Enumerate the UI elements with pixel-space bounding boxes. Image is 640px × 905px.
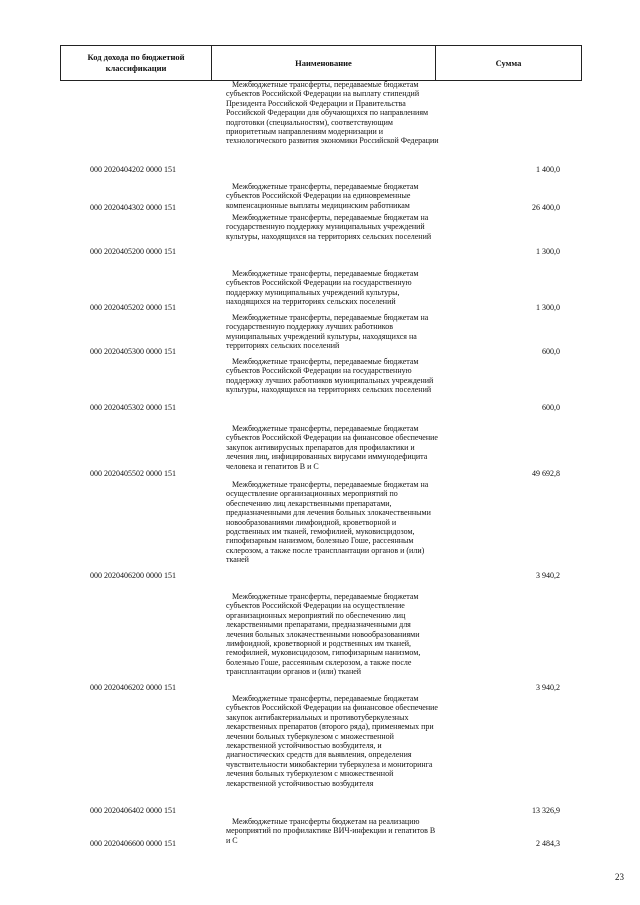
row-name: Межбюджетные трансферты, передаваемые бюджетам субъектов Российской Федерации на финансовое обеспечение закупок антивирусных препаратов для профилактики и лечения лиц, инфицированных вирусами иммунодефицита человека и гепатитов В и С — [226, 424, 438, 471]
row-sum: 2 484,3 — [536, 838, 560, 848]
row-code: 000 2020406600 0000 151 — [90, 838, 176, 848]
row-sum: 1 300,0 — [536, 302, 560, 312]
row-code: 000 2020406202 0000 151 — [90, 682, 176, 692]
row-code: 000 2020405302 0000 151 — [90, 402, 176, 412]
row-name: Межбюджетные трансферты, передаваемые бюджетам субъектов Российской Федерации на выплату стипендий Президента Российской Федерации и Правительства Российской Федерации для обучающихся по направлениям подготовки (специальностям), соответствующим приоритетным направлениям модернизации и технологического развития экономики Российской Федерации — [226, 80, 439, 146]
row-name: Межбюджетные трансферты, передаваемые бюджетам на государственную поддержку лучших работников муниципальных учреждений культуры, находящихся на территориях сельских поселений — [226, 313, 429, 351]
row-name: Межбюджетные трансферты бюджетам на реализацию мероприятий по профилактике ВИЧ-инфекции и гепатитов В и С — [226, 817, 436, 845]
row-sum: 1 400,0 — [536, 164, 560, 174]
row-code: 000 2020405202 0000 151 — [90, 302, 176, 312]
page-number: 23 — [615, 872, 624, 882]
row-sum: 49 692,8 — [532, 468, 560, 478]
table-row — [60, 694, 581, 815]
table-row — [60, 817, 581, 848]
table-row — [60, 424, 581, 478]
table-row — [60, 182, 581, 212]
row-name: Межбюджетные трансферты, передаваемые бюджетам субъектов Российской Федерации на единовременные компенсационные выплаты медицинским работникам — [226, 182, 419, 210]
table-row — [60, 480, 581, 580]
row-name: Межбюджетные трансферты, передаваемые бюджетам субъектов Российской Федерации на государственную поддержку муниципальных учреждений культуры, находящихся на территориях сельских поселений — [226, 269, 419, 307]
row-name: Межбюджетные трансферты, передаваемые бюджетам субъектов Российской Федерации на финансовое обеспечение закупок антибактериальных и противотуберкулезных лекарственных препаратов (второго ряда), применяемых при лечении больных туберкулезом с множественной лекарственной устойчивостью возбудителя, и диагностических средств для выявления, определения чувствительности микобактерии туберкулеза и мониторинга лечения больных туберкулезом с множественной лекарственной устойчивостью возбудителя — [226, 694, 438, 788]
table-row — [60, 592, 581, 692]
row-sum: 1 300,0 — [536, 246, 560, 256]
table-row — [60, 213, 581, 256]
row-sum: 13 326,9 — [532, 805, 560, 815]
row-code: 000 2020406200 0000 151 — [90, 570, 176, 580]
row-code: 000 2020404202 0000 151 — [90, 164, 176, 174]
row-name: Межбюджетные трансферты, передаваемые бюджетам на осуществление организационных мероприятий по обеспечению лиц лекарственными препаратами, предназначенными для лечения больных злокачественными новообразованиями лимфоидной, кроветворной и родственных им тканей, гемофилией, муковисцидозом, гипофизарным нанизмом, болезнью Гоше, рассеянным склерозом, а также после трансплантации органов и (или) тканей — [226, 480, 431, 565]
row-code: 000 2020405200 0000 151 — [90, 246, 176, 256]
row-code: 000 2020406402 0000 151 — [90, 805, 176, 815]
table-row — [60, 313, 581, 356]
row-sum: 26 400,0 — [532, 202, 560, 212]
header-code: Код дохода по бюджетной классификации — [61, 46, 212, 81]
row-sum: 600,0 — [542, 346, 560, 356]
row-sum: 600,0 — [542, 402, 560, 412]
row-name: Межбюджетные трансферты, передаваемые бюджетам субъектов Российской Федерации на государственную поддержку лучших работников муниципальных учреждений культуры, находящихся на территориях сельских поселений — [226, 357, 434, 395]
row-sum: 3 940,2 — [536, 570, 560, 580]
row-code: 000 2020405300 0000 151 — [90, 346, 176, 356]
row-code: 000 2020404302 0000 151 — [90, 202, 176, 212]
header-name: Наименование — [212, 46, 436, 81]
table-row — [60, 269, 581, 312]
table-row — [60, 357, 581, 412]
row-code: 000 2020405502 0000 151 — [90, 468, 176, 478]
row-sum: 3 940,2 — [536, 682, 560, 692]
table-row — [60, 80, 581, 174]
header-sum: Сумма — [436, 46, 582, 81]
row-name: Межбюджетные трансферты, передаваемые бюджетам субъектов Российской Федерации на осуществление организационных мероприятий по обеспечению лиц лекарственными препаратами, предназначенными для лечения больных злокачественными новообразованиями лимфоидной, кроветворной и родственных им тканей, гемофилией, муковисцидозом, гипофизарным нанизмом, болезнью Гоше, рассеянным склерозом, а также после трансплантации органов и (или) тканей — [226, 592, 421, 677]
table-header — [60, 45, 582, 81]
row-name: Межбюджетные трансферты, передаваемые бюджетам на государственную поддержку муниципальных учреждений культуры, находящихся на территориях сельских поселений — [226, 213, 432, 241]
